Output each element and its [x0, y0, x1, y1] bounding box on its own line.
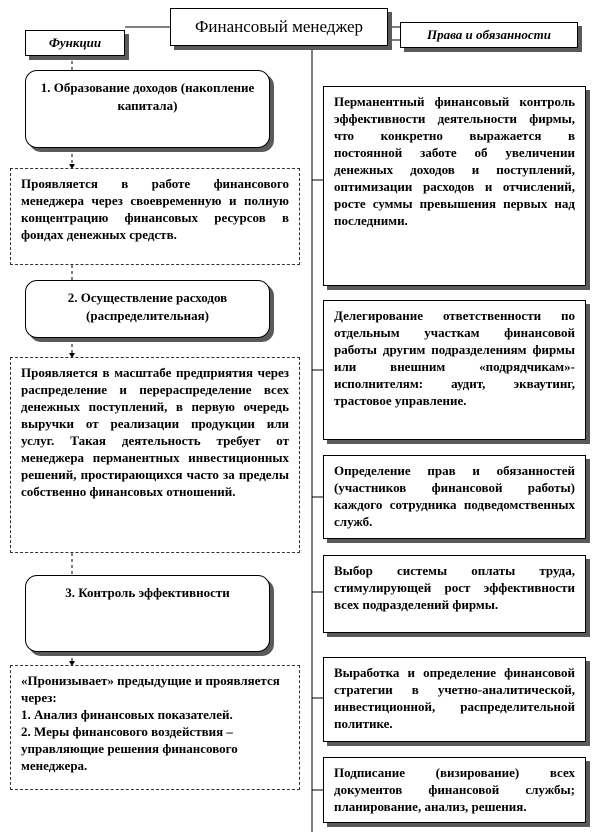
function-description-income: Проявляется в работе финансового менеджера через своевременную и полную концентрацию финансовых ресурсов в фондах денежных средств. — [10, 168, 300, 265]
diagram-title: Финансовый менеджер — [170, 8, 388, 46]
function-description-expenses: Проявляется в масштабе предприятия через распределение и перераспределение всех денежных поступлений, в первую очередь выручки от реализации продукции или услуг. Такая деятельность требует от менеджера перманентных инвестиционных решений, простирающихся часто за пределы собственно финансовых отношений. — [10, 357, 300, 553]
rights-header: Права и обязанности — [400, 22, 578, 48]
function-box-control: 3. Контроль эффективности — [25, 575, 270, 652]
function-box-income: 1. Образование доходов (накопление капитала) — [25, 70, 270, 148]
right-box-financial-control: Перманентный финансовый контроль эффективности деятельности фирмы, что конкретно выражается в постоянной заботе об увеличении денежных доходов и поступлений, оптимизации расходов и отчислений, росте суммы превышения первых над последними. — [323, 86, 586, 286]
right-box-strategy: Выработка и определение финансовой стратегии в учетно-аналитической, инвестиционной, распределительной политике. — [323, 657, 586, 742]
right-box-payment-system: Выбор системы оплаты труда, стимулирующей рост эффективности всех подразделений фирмы. — [323, 555, 586, 633]
right-box-delegation: Делегирование ответственности по отдельным участкам финансовой работы другим подразделениям фирмы или внешним «подрядчикам»- исполнителям: аудит, экваутинг, трастовое управление. — [323, 300, 586, 440]
right-box-signing: Подписание (визирование) всех документов финансовой службы; планирование, анализ, решения. — [323, 757, 586, 823]
right-box-duties: Определение прав и обязанностей (участников финансовой работы) каждого сотрудника подведомственных служб. — [323, 455, 586, 539]
function-description-control: «Пронизывает» предыдущие и проявляется через: 1. Анализ финансовых показателей. 2. Меры финансового воздействия – управляющие решения финансового менеджера. — [10, 665, 300, 790]
function-box-expenses: 2. Осуществление расходов (распределительная) — [25, 280, 270, 338]
functions-header: Функции — [25, 30, 125, 56]
